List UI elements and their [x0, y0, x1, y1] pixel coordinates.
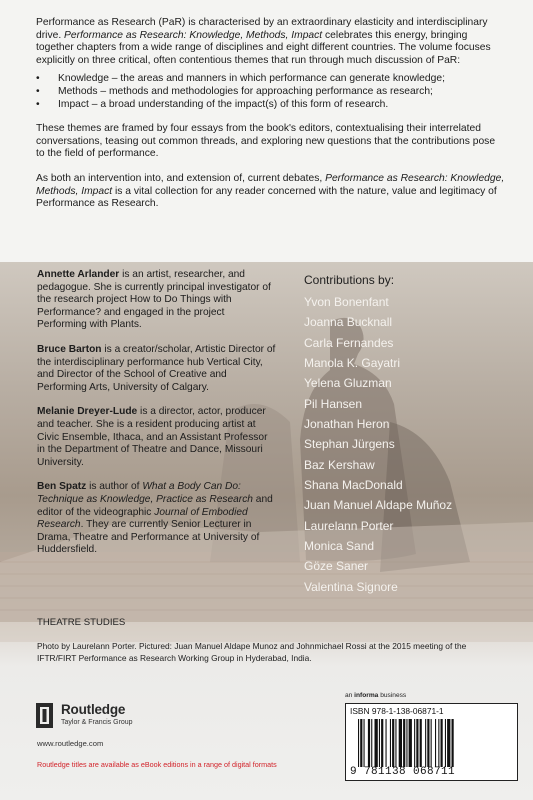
- blurb-paragraph-3: As both an intervention into, and extension of, current debates, Performance as Research: Knowledge, Methods, Impact is a vital collection for any reader concerned with the nature, value and legitimacy of Performance as Research.: [36, 172, 505, 210]
- bio-barton: Bruce Barton is a creator/scholar, Artistic Director of the interdisciplinary performance hub Vertical City, and Director of the School of Creative and Performing Arts, University of Calgary.: [37, 343, 276, 393]
- publisher-name: Routledge: [61, 702, 126, 717]
- isbn-label: ISBN 978-1-138-06871-1: [350, 706, 444, 716]
- contributor-name: Valentina Signore: [304, 579, 398, 594]
- contributor-name: Manola K. Gayatri: [304, 356, 401, 371]
- publisher-group: Taylor & Francis Group: [61, 719, 133, 726]
- contributions-heading: Contributions by:: [304, 273, 395, 287]
- subject-category: THEATRE STUDIES: [37, 617, 126, 628]
- ebook-note: Routledge titles are available as eBook editions in a range of digital formats: [37, 760, 277, 769]
- contributor-name: Baz Kershaw: [304, 457, 375, 472]
- bullet-icon: •: [36, 85, 40, 97]
- blurb: [36, 17, 506, 223]
- barcode-icon: [358, 719, 508, 767]
- bullet-icon: •: [36, 98, 40, 110]
- blurb-paragraph-2: These themes are framed by four essays from the book's editors, contextualising their interrelated conversations, teasing out common threads, and exploring new questions that the contributions pose to the field of performance.: [36, 123, 496, 160]
- list-item: • Knowledge – the areas and manners in which performance can generate knowledge;: [36, 73, 445, 85]
- bio-dreyer-lude: Melanie Dreyer-Lude is a director, actor, producer and teacher. She is a resident producing artist at Civic Ensemble, Ithaca, and an Assistant Professor in the Department of Theatre and Dance, Missouri University.: [37, 406, 268, 468]
- contributors-list: [304, 292, 452, 597]
- themes-list: [36, 73, 506, 111]
- photo-credit: Photo by Laurelann Porter. Pictured: Juan Manuel Aldape Munoz and Johnmichael Rossi at the 2015 meeting of the IFTR/FIRT Performance as Research Working Group in Hyderabad, India.: [37, 641, 467, 663]
- contributor-name: Juan Manuel Aldape Muñoz: [304, 498, 453, 513]
- contributor-name: Yelena Gluzman: [304, 376, 392, 391]
- routledge-logo-icon: [36, 703, 53, 728]
- list-item: • Methods – methods and methodologies for approaching performance as research;: [36, 85, 433, 97]
- publisher-logo: [36, 703, 236, 733]
- isbn-barcode: [345, 703, 518, 781]
- contributor-name: Göze Saner: [304, 559, 369, 574]
- contributor-name: Shana MacDonald: [304, 478, 403, 493]
- bullet-icon: •: [36, 73, 40, 85]
- list-item: • Impact – a broad understanding of the impact(s) of this form of research.: [36, 98, 389, 110]
- contributor-name: Jonathan Heron: [304, 417, 390, 432]
- contributor-name: Stephan Jürgens: [304, 437, 395, 452]
- book-title: Performance as Research: Knowledge, Methods, Impact: [64, 29, 323, 41]
- isbn-digits: 9 781138 068711: [350, 766, 456, 778]
- contributor-name: Joanna Bucknall: [304, 315, 393, 330]
- editor-bios: [37, 269, 277, 569]
- contributor-name: Monica Sand: [304, 539, 375, 554]
- bio-spatz: Ben Spatz is author of What a Body Can Do: Technique as Knowledge, Practice as Research and editor of the videographic Journal of Embodied Research. They are currently Senior Lecturer in Drama, Theatre and Performance at University of Huddersfield.: [37, 481, 273, 556]
- bio-arlander: Annette Arlander is an artist, researcher, and pedagogue. She is currently principal investigator of the research project How to Do Things with Performance? and engaged in the project Performing with Plants.: [37, 269, 271, 331]
- contributor-name: Carla Fernandes: [304, 335, 394, 350]
- book-title: Performance as Research: Knowledge, Methods, Impact: [36, 172, 505, 197]
- contributor-name: Pil Hansen: [304, 396, 363, 411]
- contributor-name: Yvon Bonenfant: [304, 295, 389, 309]
- contributor-name: Laurelann Porter: [304, 518, 394, 533]
- informa-tag: an informa business: [345, 692, 407, 699]
- blurb-paragraph-1: Performance as Research (PaR) is characterised by an extraordinary elasticity and interdisciplinary drive. Performance as Research: Knowledge, Methods, Impact celebrates this energy, bringing together chapters from a wide range of disciplines and eight different countries. The volume focuses explicitly on three critical, often contentious themes that run through much discussion of PaR:: [36, 17, 491, 66]
- publisher-url[interactable]: www.routledge.com: [37, 739, 104, 748]
